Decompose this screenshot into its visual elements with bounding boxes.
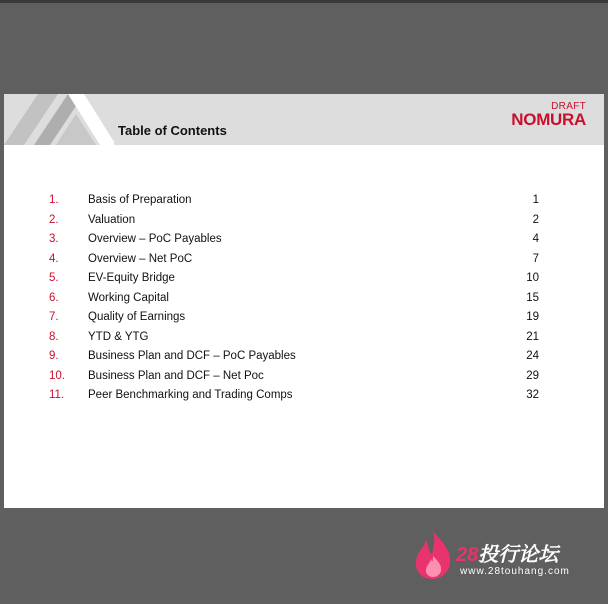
toc-label: Business Plan and DCF – Net Poc	[88, 369, 264, 382]
draft-label: DRAFT	[551, 101, 586, 112]
toc-row[interactable]	[4, 251, 604, 271]
brand-logo: NOMURA	[511, 110, 586, 129]
toc-row[interactable]	[4, 387, 604, 407]
toc-page-number: 29	[526, 369, 539, 382]
toc-number: 4.	[49, 252, 59, 265]
toc-row[interactable]	[4, 212, 604, 232]
watermark-title	[456, 538, 558, 567]
toc-number: 9.	[49, 350, 59, 362]
chevron-graphic	[4, 94, 114, 145]
toc-number: 5.	[49, 272, 59, 284]
toc-page-number: 24	[526, 350, 539, 362]
toc-row[interactable]	[4, 368, 604, 388]
toc-label: Basis of Preparation	[88, 194, 192, 206]
watermark-text: 投行论坛	[478, 544, 559, 566]
viewer-top-bar	[0, 0, 608, 3]
toc-page-number: 4	[532, 233, 539, 245]
toc-number: 8.	[49, 330, 59, 343]
toc-label: Quality of Earnings	[88, 311, 186, 323]
toc-row[interactable]	[4, 329, 604, 349]
toc-label: Overview – PoC Payables	[88, 233, 222, 245]
toc-page-number: 2	[532, 213, 539, 226]
toc-page-number: 10	[526, 272, 539, 284]
page-title: Table of Contents	[118, 123, 227, 138]
toc-row[interactable]	[4, 309, 604, 329]
toc-number: 6.	[49, 291, 59, 304]
toc-page-number: 7	[532, 252, 539, 265]
toc-page-number: 19	[526, 311, 539, 323]
watermark-number: 28	[456, 544, 479, 566]
watermark	[412, 528, 592, 584]
toc-row[interactable]	[4, 192, 604, 212]
toc-label: Peer Benchmarking and Trading Comps	[88, 389, 293, 401]
watermark-url: www.28touhang.com	[460, 566, 570, 577]
toc-row[interactable]	[4, 290, 604, 310]
toc-page-number: 21	[526, 330, 539, 343]
toc-number: 7.	[49, 311, 59, 323]
toc-row[interactable]	[4, 270, 604, 290]
toc-number: 2.	[49, 213, 59, 226]
toc-row[interactable]	[4, 348, 604, 368]
slide-page	[4, 94, 604, 508]
toc-label: YTD & YTG	[88, 330, 149, 343]
toc-label: EV-Equity Bridge	[88, 272, 175, 284]
table-of-contents	[4, 192, 604, 407]
toc-number: 1.	[49, 194, 59, 206]
toc-row[interactable]	[4, 231, 604, 251]
toc-label: Business Plan and DCF – PoC Payables	[88, 350, 296, 362]
toc-page-number: 32	[526, 389, 539, 401]
toc-label: Overview – Net PoC	[88, 252, 193, 265]
toc-page-number: 1	[532, 194, 539, 206]
toc-number: 10.	[49, 369, 65, 382]
toc-number: 3.	[49, 233, 59, 245]
slide-header	[4, 94, 604, 145]
toc-number: 11.	[49, 389, 65, 401]
toc-label: Valuation	[88, 213, 136, 226]
flame-icon	[412, 528, 454, 580]
toc-label: Working Capital	[88, 291, 169, 304]
toc-page-number: 15	[526, 291, 539, 304]
